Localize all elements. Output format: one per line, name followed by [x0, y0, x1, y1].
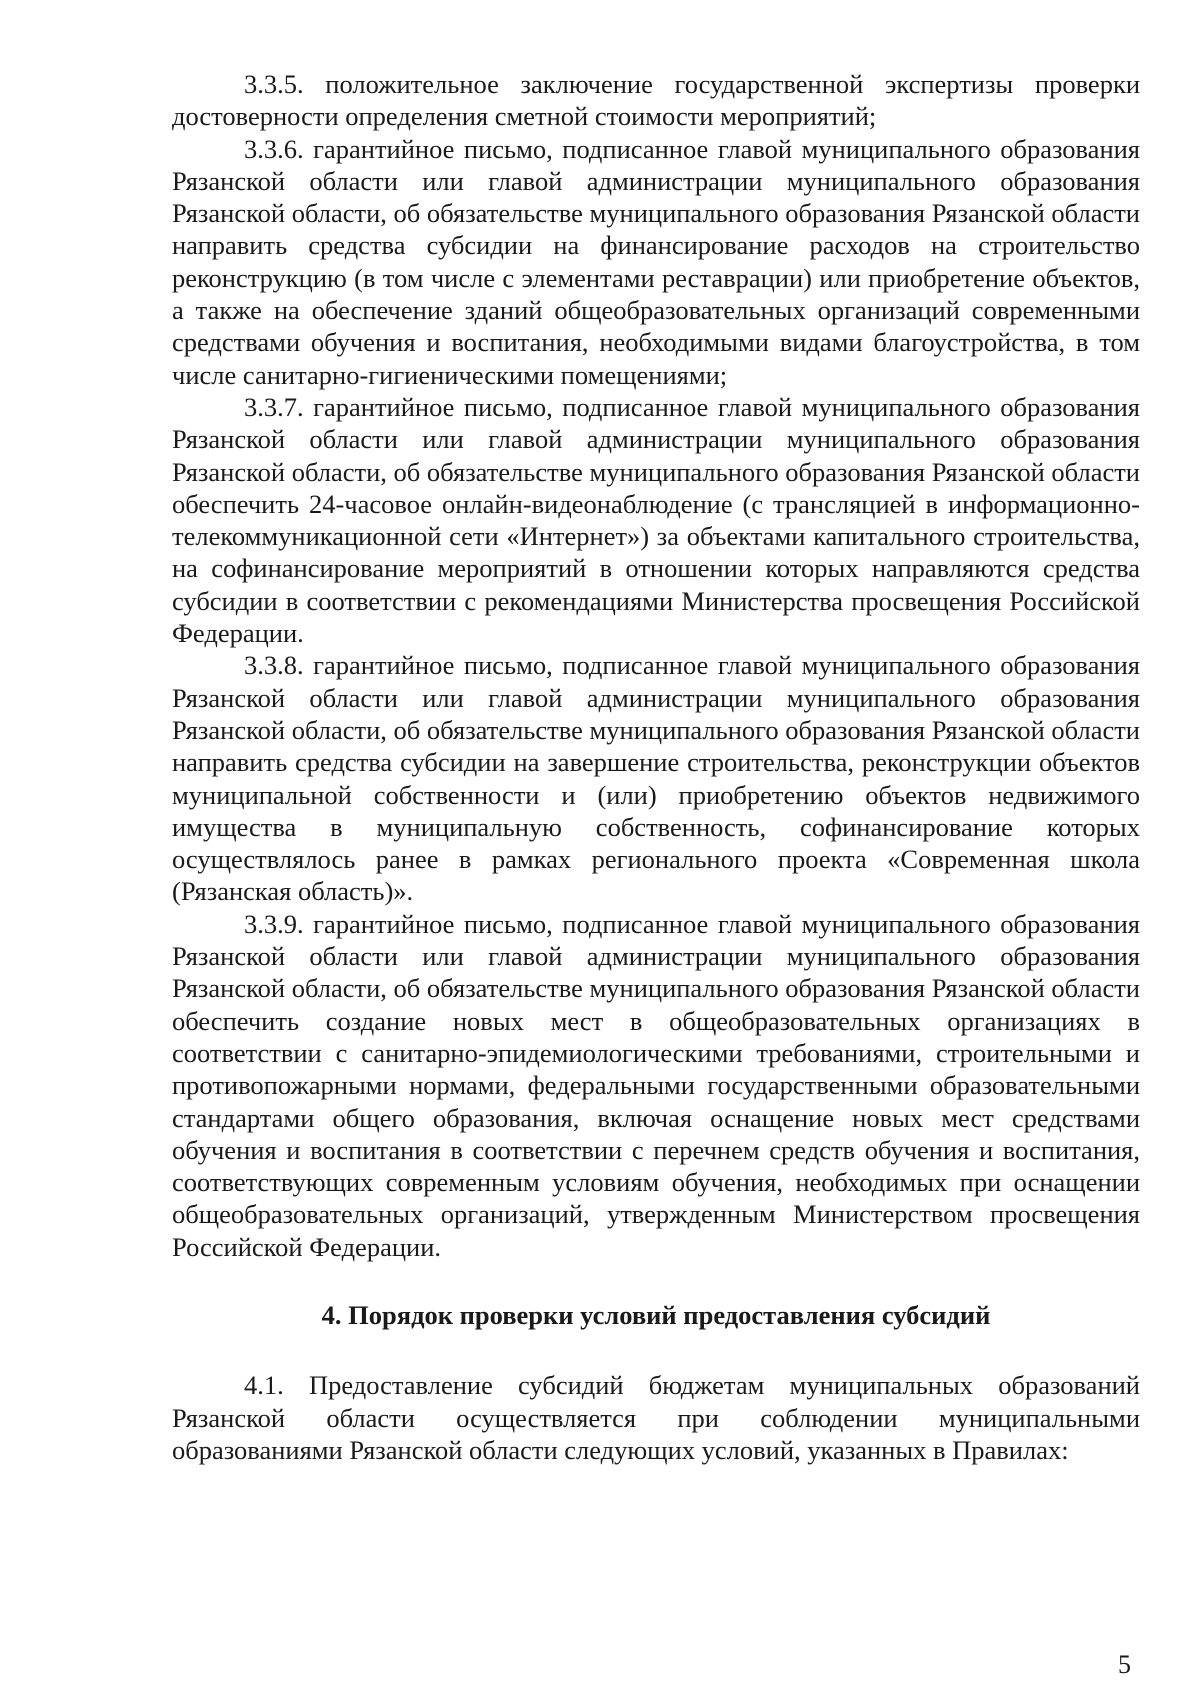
clause-4-1: 4.1. Предоставление субсидий бюджетам муниципальных образований Рязанской области осуществляется при соблюдении муниципальными образованиями Рязанской области следующих условий, указанных в Правилах: — [172, 1370, 1140, 1465]
clause-3-3-5: 3.3.5. положительное заключение государственной экспертизы проверки достоверности определения сметной стоимости мероприятий; — [172, 69, 1140, 132]
clause-3-3-6: 3.3.6. гарантийное письмо, подписанное главой муниципального образования Рязанской области или главой администрации муниципального образования Рязанской области, об обязательстве муниципального образования Рязанской области направить средства субсидии на финансирование расходов на строительство реконструкцию (в том числе с элементами реставрации) или приобретение объектов, а также на обеспечение зданий общеобразовательных организаций современными средствами обучения и воспитания, необходимыми видами благоустройства, в том числе санитарно-гигиеническими помещениями; — [172, 133, 1140, 390]
clause-3-3-7: 3.3.7. гарантийное письмо, подписанное главой муниципального образования Рязанской области или главой администрации муниципального образования Рязанской области, об обязательстве муниципального образования Рязанской области обеспечить 24-часовое онлайн-видеонаблюдение (с трансляцией в информационно-телекоммуникационной сети «Интернет») за объектами капитального строительства, на софинансирование мероприятий в отношении которых направляются средства субсидии в соответствии с рекомендациями Министерства просвещения Российской Федерации. — [172, 391, 1140, 649]
page-number: 5 — [1118, 1650, 1131, 1679]
document-body — [172, 68, 1140, 1466]
clause-3-3-8: 3.3.8. гарантийное письмо, подписанное главой муниципального образования Рязанской области или главой администрации муниципального образования Рязанской области, об обязательстве муниципального образования Рязанской области направить средства субсидии на завершение строительства, реконструкции объектов муниципальной собственности и (или) приобретению объектов недвижимого имущества в муниципальную собственность, софинансирование которых осуществлялось ранее в рамках регионального проекта «Современная школа (Рязанская область)». — [172, 650, 1140, 907]
section-heading: 4. Порядок проверки условий предоставления субсидий — [321, 1299, 991, 1330]
clause-3-3-9: 3.3.9. гарантийное письмо, подписанное главой муниципального образования Рязанской области или главой администрации муниципального образования Рязанской области, об обязательстве муниципального образования Рязанской области обеспечить создание новых мест в общеобразовательных организациях в соответствии с санитарно-эпидемиологическими требованиями, строительными и противопожарными нормами, федеральными государственными образовательными стандартами общего образования, включая оснащение новых мест средствами обучения и воспитания в соответствии с перечнем средств обучения и воспитания, соответствующих современным условиям обучения, необходимых при оснащении общеобразовательных организаций, утвержденным Министерством просвещения Российской Федерации. — [172, 908, 1140, 1262]
